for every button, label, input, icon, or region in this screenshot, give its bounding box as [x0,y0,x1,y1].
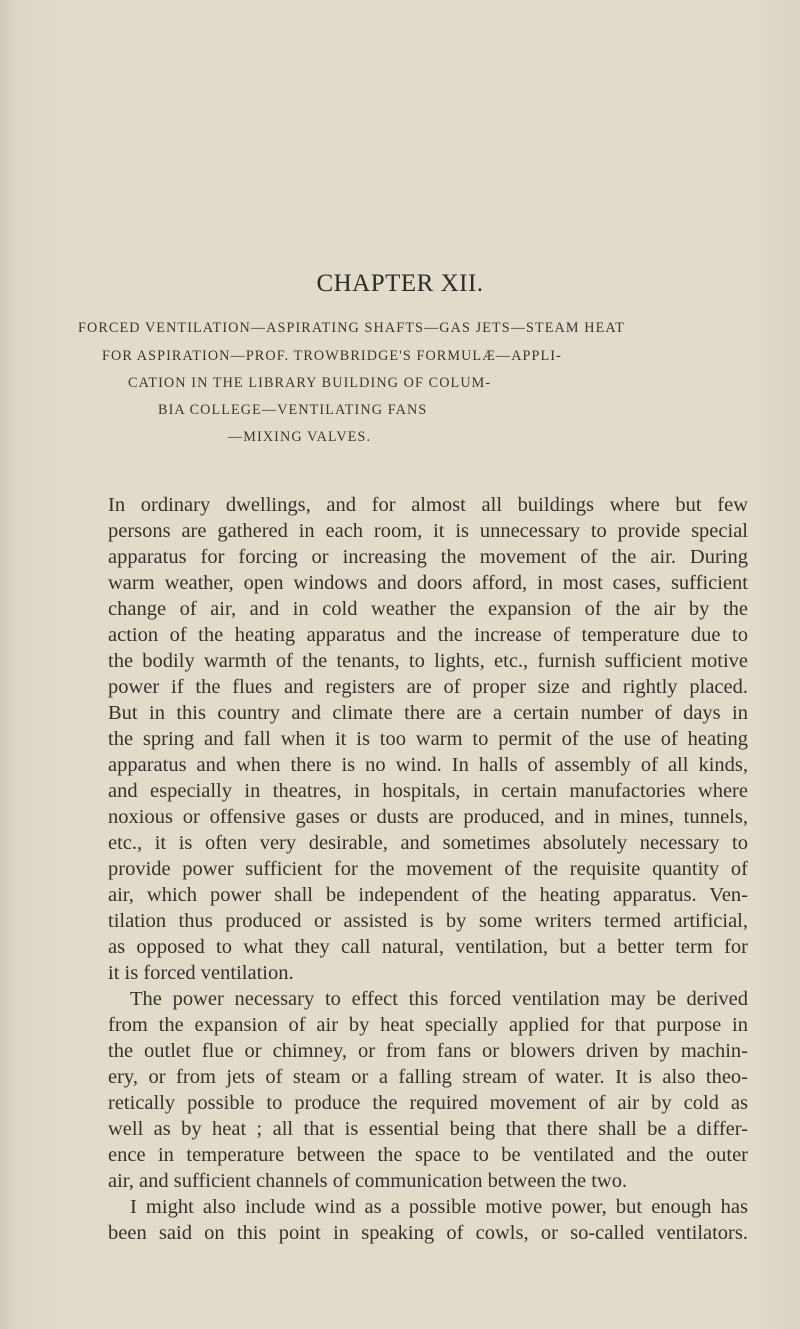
body-line: noxious or offensive gases or dusts are produced, and in mines, tunnels, [108,806,748,828]
summary-line: FORCED VENTILATION—ASPIRATING SHAFTS—GAS JETS—STEAM HEAT [78,320,625,336]
body-line: air, and sufficient channels of communication between the two. [108,1170,628,1192]
body-line: apparatus and when there is no wind. In halls of assembly of all kinds, [108,754,748,776]
body-line: it is forced ventilation. [108,962,294,984]
body-line: as opposed to what they call natural, ventilation, but a better term for [108,936,748,958]
body-line: tilation thus produced or assisted is by some writers termed artificial, [108,910,748,932]
body-line: well as by heat ; all that is essential being that there shall be a differ- [108,1118,748,1140]
body-line: apparatus for forcing or increasing the movement of the air. During [108,546,748,568]
body-line: power if the flues and registers are of proper size and rightly placed. [108,676,748,698]
body-line: ence in temperature between the space to be ventilated and the outer [108,1144,748,1166]
body-line: I might also include wind as a possible motive power, but enough has [130,1196,748,1218]
body-line: But in this country and climate there are a certain number of days in [108,702,748,724]
body-line: In ordinary dwellings, and for almost all buildings where but few [108,494,748,516]
summary-line: BIA COLLEGE—VENTILATING FANS [158,402,428,418]
body-line: the spring and fall when it is too warm to permit of the use of heating [108,728,748,750]
body-line: etc., it is often very desirable, and sometimes absolutely necessary to [108,832,748,854]
body-line: action of the heating apparatus and the increase of temperature due to [108,624,748,646]
body-line: and especially in theatres, in hospitals, in certain manufactories where [108,780,748,802]
body-line: change of air, and in cold weather the expansion of the air by the [108,598,748,620]
body-line: ery, or from jets of steam or a falling stream of water. It is also theo- [108,1066,748,1088]
body-line: persons are gathered in each room, it is unnecessary to provide special [108,520,748,542]
body-line: The power necessary to effect this forced ventilation may be derived [130,988,748,1010]
body-line: warm weather, open windows and doors afford, in most cases, sufficient [108,572,748,594]
body-line: the outlet flue or chimney, or from fans or blowers driven by machin- [108,1040,748,1062]
summary-line: —MIXING VALVES. [228,429,372,445]
body-line: the bodily warmth of the tenants, to lights, etc., furnish sufficient motive [108,650,748,672]
chapter-title: CHAPTER XII. [316,270,484,297]
summary-line: FOR ASPIRATION—PROF. TROWBRIDGE'S FORMULÆ—APPLI- [102,348,562,364]
body-line: retically possible to produce the required movement of air by cold as [108,1092,748,1114]
body-line: provide power sufficient for the movement of the requisite quantity of [108,858,748,880]
body-line: been said on this point in speaking of cowls, or so-called ventilators. [108,1222,748,1244]
summary-line: CATION IN THE LIBRARY BUILDING OF COLUM- [128,375,492,391]
body-line: from the expansion of air by heat specially applied for that purpose in [108,1014,748,1036]
body-line: air, which power shall be independent of the heating apparatus. Ven- [108,884,748,906]
